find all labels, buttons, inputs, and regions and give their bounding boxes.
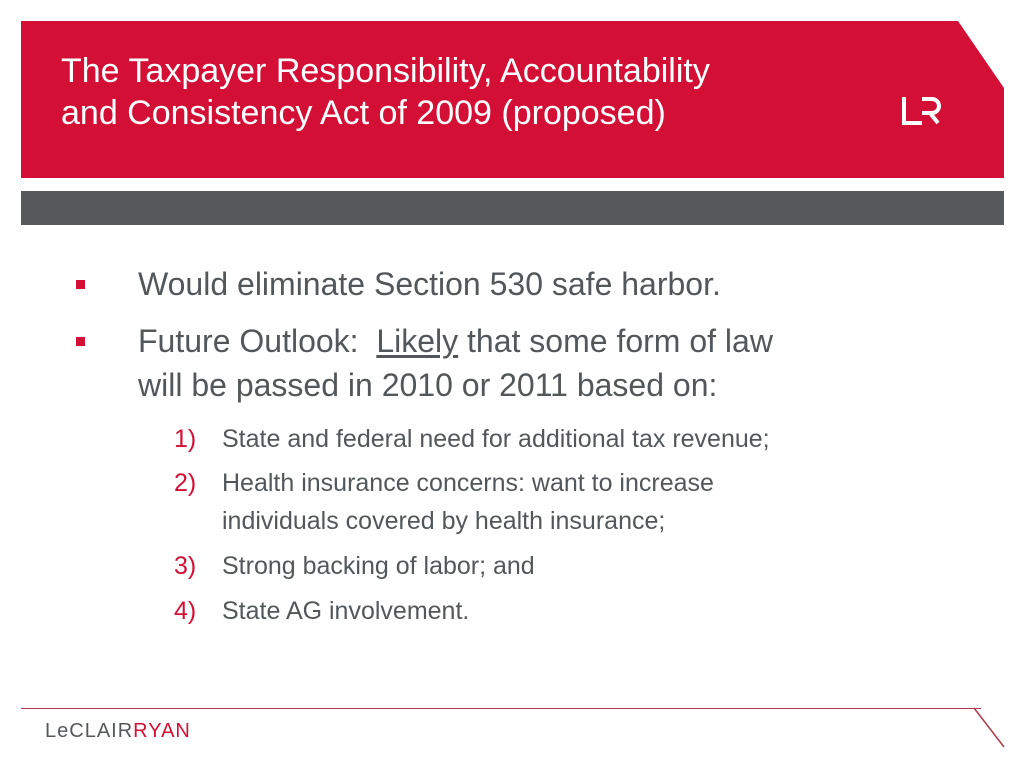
bullet-suffix: that some form of law [458, 323, 773, 359]
list-number: 2) [174, 469, 197, 497]
list-text [222, 464, 942, 540]
footer-divider [21, 708, 981, 709]
bullet-line-2: will be passed in 2010 or 2011 based on: [138, 367, 718, 403]
footer-accent-icon [970, 705, 1010, 750]
bullet-prefix: Future Outlook: [138, 323, 377, 359]
list-number: 1) [174, 425, 197, 453]
title-line-2: and Consistency Act of 2009 (proposed) [61, 94, 666, 132]
list-text: State AG involvement. [222, 597, 470, 625]
square-bullet-icon [76, 280, 85, 289]
bullet-text: Would eliminate Section 530 safe harbor. [138, 266, 721, 302]
square-bullet-icon [76, 337, 85, 346]
list-text-line-2: individuals covered by health insurance; [222, 507, 666, 535]
logo-text-ryan: RYAN [133, 720, 191, 742]
list-text-line-1: Health insurance concerns: want to increase [222, 469, 714, 497]
title-line-1: The Taxpayer Responsibility, Accountability [61, 52, 710, 90]
list-number: 4) [174, 597, 197, 625]
bullet-text [138, 319, 948, 407]
emphasis-likely: Likely [376, 323, 459, 359]
list-text: Strong backing of labor; and [222, 552, 535, 580]
list-number: 3) [174, 552, 197, 580]
logo-text-leclair: LeCLAIR [45, 720, 134, 742]
leclairryan-logo [45, 718, 191, 744]
list-text: State and federal need for additional tax revenue; [222, 425, 770, 453]
